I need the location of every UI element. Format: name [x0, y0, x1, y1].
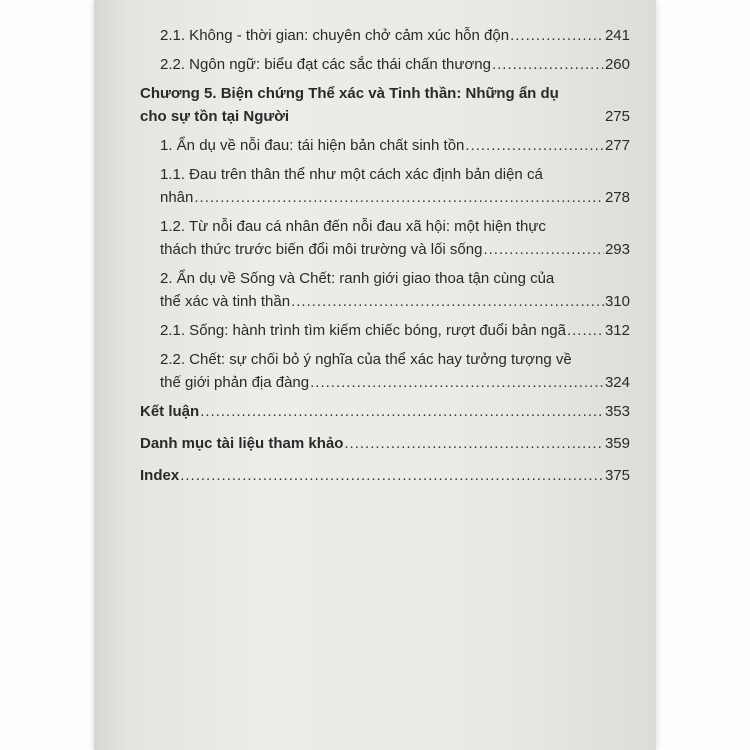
leader-dots [567, 319, 604, 342]
toc-entry-title: 2.1. Sống: hành trình tìm kiếm chiếc bóng, rượt đuổi bản ngã [160, 322, 566, 339]
leader-dots [492, 53, 604, 76]
leader-dots [291, 290, 604, 313]
toc-entry [140, 134, 630, 157]
leader-dots [344, 432, 604, 455]
toc-entry-page: 375 [604, 467, 630, 484]
toc-entry-page: 310 [604, 293, 630, 310]
toc-entry-title: 2.1. Không - thời gian: chuyên chở cảm xúc hỗn độn [160, 27, 510, 44]
toc-entry-title: Kết luận [140, 403, 200, 420]
toc-entry-line-1: 2.2. Chết: sự chối bỏ ý nghĩa của thể xác hay tưởng tượng về [160, 351, 572, 368]
toc-entry [140, 290, 630, 313]
leader-dots [465, 134, 604, 157]
toc-entry-line-2: thế giới phản địa đàng [160, 374, 310, 391]
toc-entry-title: 1. Ẩn dụ về nỗi đau: tái hiện bản chất sinh tồn [160, 137, 465, 154]
toc-entry-title: Danh mục tài liệu tham khảo [140, 435, 344, 452]
toc-entry-conclusion [140, 400, 630, 423]
toc-entry-page: 277 [604, 137, 630, 154]
toc-chapter [140, 105, 630, 128]
leader-dots [310, 371, 604, 394]
toc-entry [140, 371, 630, 394]
chapter-title-line-2: cho sự tồn tại Người [140, 108, 290, 125]
table-of-contents [140, 24, 630, 487]
toc-entry-title: Index [140, 467, 180, 484]
leader-dots [510, 24, 604, 47]
leader-dots [483, 238, 604, 261]
toc-entry-line-1: 1.2. Từ nỗi đau cá nhân đến nỗi đau xã hội: một hiện thực [160, 218, 546, 235]
toc-entry-page: 353 [604, 403, 630, 420]
toc-entry-page: 241 [604, 27, 630, 44]
toc-entry-page: 359 [604, 435, 630, 452]
toc-entry-references [140, 432, 630, 455]
toc-entry [140, 24, 630, 47]
toc-entry-page: 278 [604, 189, 630, 206]
toc-entry-line-2: thể xác và tinh thần [160, 293, 291, 310]
chapter-title-line-1: Chương 5. Biện chứng Thể xác và Tinh thần: Những ẩn dụ [140, 85, 559, 102]
toc-entry-line-2: nhân [160, 189, 194, 206]
leader-dots [180, 464, 604, 487]
leader-dots [194, 186, 604, 209]
toc-entry-index [140, 464, 630, 487]
toc-entry-page: 324 [604, 374, 630, 391]
toc-entry-title: 2.2. Ngôn ngữ: biểu đạt các sắc thái chấn thương [160, 56, 491, 73]
toc-entry [140, 186, 630, 209]
toc-entry-line-1: 1.1. Đau trên thân thể như một cách xác định bản diện cá [160, 166, 543, 183]
toc-entry [140, 238, 630, 261]
toc-entry [140, 53, 630, 76]
toc-entry-page: 293 [604, 241, 630, 258]
leader-dots [200, 400, 604, 423]
toc-entry [140, 319, 630, 342]
toc-entry-line-1: 2. Ẩn dụ về Sống và Chết: ranh giới giao thoa tận cùng của [160, 270, 555, 287]
toc-entry-page: 312 [604, 322, 630, 339]
toc-entry-line-2: thách thức trước biến đổi môi trường và lối sống [160, 241, 483, 258]
toc-entry-page: 260 [604, 56, 630, 73]
toc-entry-page: 275 [604, 108, 630, 125]
